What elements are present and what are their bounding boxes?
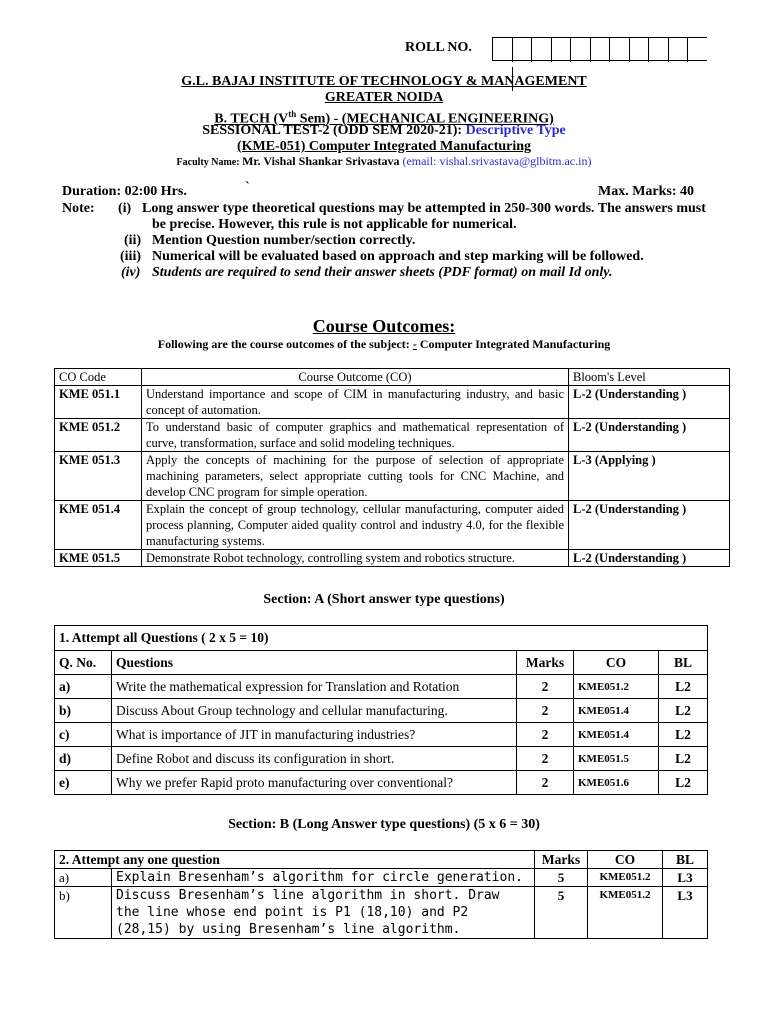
co-code: KME 051.2 bbox=[55, 419, 142, 452]
question-text: Discuss Bresenham’s line algorithm in short. Draw the line whose end point is P1 (18,10) and P2 (28,15) by using Bresenham’s line algorithm. bbox=[112, 887, 535, 939]
subject-line: (KME-051) Computer Integrated Manufacturing bbox=[236, 139, 532, 154]
question-number: b) bbox=[55, 699, 112, 723]
course-outcomes-title: Course Outcomes: bbox=[312, 316, 456, 336]
course-outcomes-intro: Following are the course outcomes of the subject: - Computer Integrated Manufacturing bbox=[157, 337, 611, 351]
co-outcome: Apply the concepts of machining for the purpose of selection of appropriate machining parameters, select appropriate cutting tools for CNC Machine, and develop CNC program for simple operation. bbox=[142, 452, 569, 501]
co-level: L-3 (Applying ) bbox=[569, 452, 730, 501]
question-marks: 2 bbox=[517, 747, 574, 771]
section-a-instruction: 1. Attempt all Questions ( 2 x 5 = 10) bbox=[55, 626, 708, 651]
question-number: a) bbox=[55, 675, 112, 699]
col-header: BL bbox=[659, 651, 708, 675]
col-header: CO bbox=[588, 851, 663, 869]
col-header: Course Outcome (CO) bbox=[142, 369, 569, 386]
note-item-4-num: (iv) bbox=[121, 265, 141, 280]
question-marks: 2 bbox=[517, 771, 574, 795]
question-bl: L2 bbox=[659, 699, 708, 723]
question-co: KME051.2 bbox=[588, 887, 663, 939]
question-co: KME051.2 bbox=[588, 869, 663, 887]
note-item-2-text: Mention Question number/section correctly. bbox=[152, 233, 416, 248]
question-number: e) bbox=[55, 771, 112, 795]
question-bl: L2 bbox=[659, 723, 708, 747]
note-item-4-text: Students are required to send their answer sheets (PDF format) on mail Id only. bbox=[152, 265, 613, 280]
question-co: KME051.6 bbox=[574, 771, 659, 795]
section-b-title: Section: B (Long Answer type questions) (5 x 6 = 30) bbox=[228, 817, 540, 832]
question-bl: L3 bbox=[663, 869, 708, 887]
col-header: CO Code bbox=[55, 369, 142, 386]
question-bl: L2 bbox=[659, 747, 708, 771]
course-outcomes-table bbox=[54, 368, 730, 567]
question-text: Write the mathematical expression for Translation and Rotation bbox=[112, 675, 517, 699]
co-outcome: Explain the concept of group technology, cellular manufacturing, computer aided process planning, Computer aided quality control and industry 4.0, for the flexible manufacturing systems. bbox=[142, 501, 569, 550]
col-header: Marks bbox=[535, 851, 588, 869]
note-item-3-text: Numerical will be evaluated based on approach and step marking will be followed. bbox=[152, 249, 644, 264]
col-header: CO bbox=[574, 651, 659, 675]
duration: Duration: 02:00 Hrs. bbox=[62, 184, 187, 199]
co-outcome: Demonstrate Robot technology, controlling system and robotics structure. bbox=[142, 550, 569, 567]
table-row bbox=[55, 386, 730, 419]
table-header-row bbox=[55, 651, 708, 675]
table-row bbox=[55, 771, 708, 795]
co-level: L-2 (Understanding ) bbox=[569, 419, 730, 452]
col-header: Q. No. bbox=[55, 651, 112, 675]
question-co: KME051.2 bbox=[574, 675, 659, 699]
table-header-row bbox=[55, 851, 708, 869]
question-co: KME051.4 bbox=[574, 723, 659, 747]
section-b-table bbox=[54, 850, 708, 939]
section-a-table bbox=[54, 625, 708, 795]
note-item-3-num: (iii) bbox=[120, 249, 141, 264]
question-text: What is importance of JIT in manufacturing industries? bbox=[112, 723, 517, 747]
course-line: B. TECH (Vth Sem) - (MECHANICAL ENGINEERING) bbox=[214, 109, 554, 127]
table-row bbox=[55, 452, 730, 501]
roll-no-boxes[interactable] bbox=[492, 37, 707, 61]
question-text: Define Robot and discuss its configuration in short. bbox=[112, 747, 517, 771]
co-code: KME 051.1 bbox=[55, 386, 142, 419]
col-header: Marks bbox=[517, 651, 574, 675]
col-header: BL bbox=[663, 851, 708, 869]
table-row bbox=[55, 887, 708, 939]
section-a-title: Section: A (Short answer type questions) bbox=[263, 592, 505, 607]
question-number: b) bbox=[55, 887, 112, 939]
co-outcome: To understand basic of computer graphics and mathematical representation of curve, transformation, surface and solid modeling techniques. bbox=[142, 419, 569, 452]
question-number: d) bbox=[55, 747, 112, 771]
table-row bbox=[55, 747, 708, 771]
question-text: Explain Bresenham’s algorithm for circle generation. bbox=[112, 869, 535, 887]
question-marks: 2 bbox=[517, 699, 574, 723]
question-co: KME051.4 bbox=[574, 699, 659, 723]
co-level: L-2 (Understanding ) bbox=[569, 386, 730, 419]
question-co: KME051.5 bbox=[574, 747, 659, 771]
question-bl: L3 bbox=[663, 887, 708, 939]
co-code: KME 051.4 bbox=[55, 501, 142, 550]
section-b-instruction: 2. Attempt any one question bbox=[55, 851, 535, 869]
question-bl: L2 bbox=[659, 675, 708, 699]
institute-city: GREATER NOIDA bbox=[324, 90, 444, 105]
question-marks: 2 bbox=[517, 723, 574, 747]
table-header-row bbox=[55, 369, 730, 386]
tick-mark: ` bbox=[245, 180, 250, 195]
table-row bbox=[55, 550, 730, 567]
question-text: Discuss About Group technology and cellular manufacturing. bbox=[112, 699, 517, 723]
question-number: a) bbox=[55, 869, 112, 887]
co-outcome: Understand importance and scope of CIM in manufacturing industry, and basic concept of automation. bbox=[142, 386, 569, 419]
table-row bbox=[55, 501, 730, 550]
table-row bbox=[55, 699, 708, 723]
table-row bbox=[55, 675, 708, 699]
note-item-2-num: (ii) bbox=[124, 233, 142, 248]
question-bl: L2 bbox=[659, 771, 708, 795]
institute-name: G.L. BAJAJ INSTITUTE OF TECHNOLOGY & MANAGEMENT bbox=[181, 74, 587, 89]
question-text: Why we prefer Rapid proto manufacturing over conventional? bbox=[112, 771, 517, 795]
co-level: L-2 (Understanding ) bbox=[569, 550, 730, 567]
note-label: Note: bbox=[62, 201, 95, 216]
col-header: Questions bbox=[112, 651, 517, 675]
co-level: L-2 (Understanding ) bbox=[569, 501, 730, 550]
max-marks: Max. Marks: 40 bbox=[598, 184, 695, 199]
question-number: c) bbox=[55, 723, 112, 747]
table-row bbox=[55, 419, 730, 452]
co-code: KME 051.3 bbox=[55, 452, 142, 501]
table-row bbox=[55, 723, 708, 747]
col-header: Bloom's Level bbox=[569, 369, 730, 386]
faculty-line: Faculty Name: Mr. Vishal Shankar Srivastava (email: vishal.srivastava@glbitm.ac.in) bbox=[176, 154, 592, 168]
co-code: KME 051.5 bbox=[55, 550, 142, 567]
note-item-1-cont: be precise. However, this rule is not applicable for numerical. bbox=[152, 217, 517, 232]
instruction-row bbox=[55, 626, 708, 651]
note-item-1-text: Long answer type theoretical questions may be attempted in 250-300 words. The answers must bbox=[142, 201, 706, 216]
roll-no-label: ROLL NO. bbox=[405, 40, 472, 55]
test-line: SESSIONAL TEST-2 (ODD SEM 2020-21): Descriptive Type bbox=[202, 123, 566, 138]
note-item-1-num: (i) bbox=[118, 201, 132, 216]
question-marks: 5 bbox=[535, 887, 588, 939]
question-marks: 5 bbox=[535, 869, 588, 887]
table-row bbox=[55, 869, 708, 887]
question-marks: 2 bbox=[517, 675, 574, 699]
